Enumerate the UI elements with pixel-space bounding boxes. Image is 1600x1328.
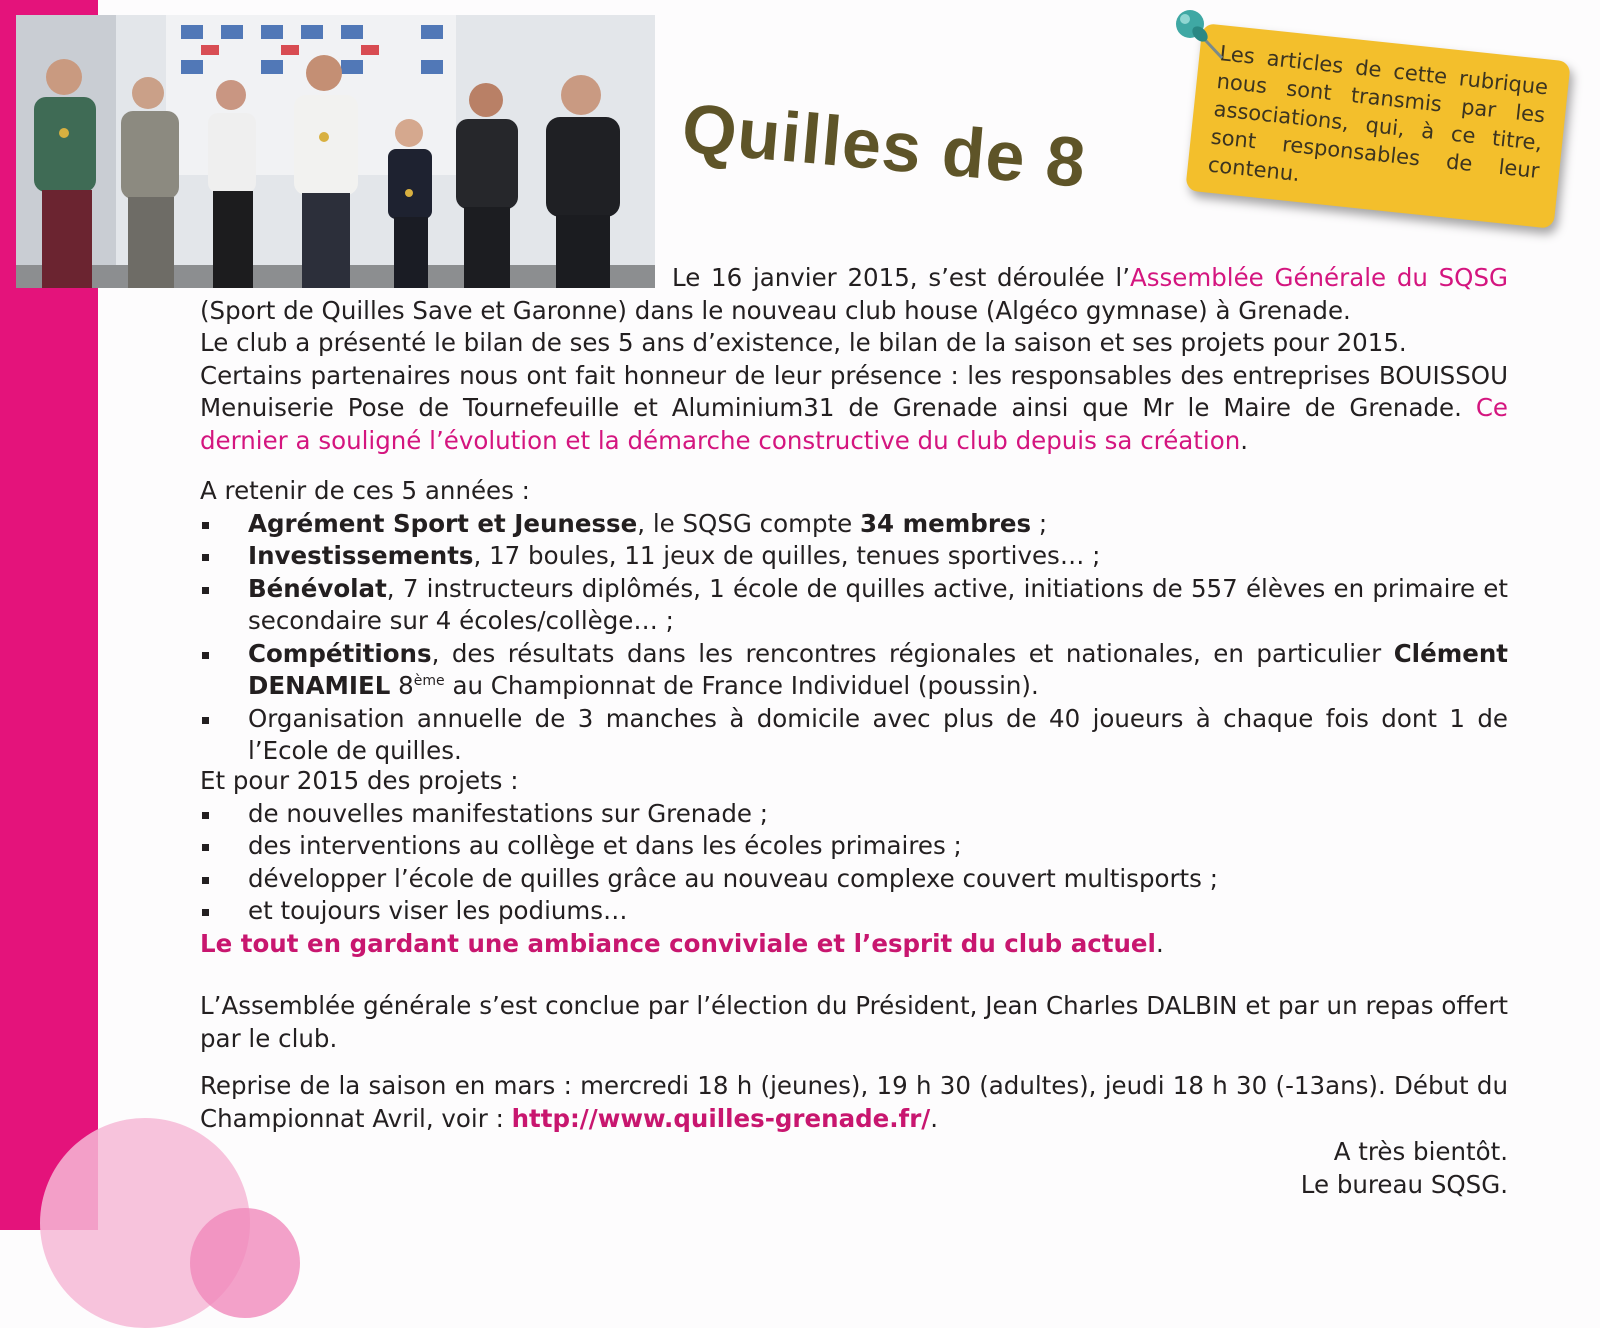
- item-bold: Bénévolat: [248, 573, 387, 603]
- decor-circle-small: [190, 1208, 300, 1318]
- intro-rest: (Sport de Quilles Save et Garonne) dans le nouveau club house (Algéco gymnase) à Grenade.: [200, 295, 1351, 325]
- signature-line1: A très bientôt.: [1333, 1137, 1508, 1166]
- retain-heading: A retenir de ces 5 années :: [200, 476, 530, 505]
- projects-section: [200, 765, 1508, 960]
- item-text: , des résultats dans les rencontres régionales et nationales, en particulier: [431, 638, 1394, 668]
- mayor-quote: Ce dernier a souligné l’évolution et la démarche constructive du club depuis sa création: [200, 393, 1508, 455]
- item-text-rank: 8: [390, 671, 414, 700]
- list-item: et toujours viser les podiums…: [200, 895, 1508, 928]
- item-text-end: au Championnat de France Individuel (poussin).: [444, 671, 1039, 700]
- list-item: développer l’école de quilles grâce au nouveau complexe couvert multisports ;: [200, 863, 1508, 896]
- intro-lead: Le 16 janvier 2015, s’est déroulée l’: [672, 263, 1130, 292]
- item-bold: Investissements: [248, 541, 474, 570]
- list-item: [200, 508, 1508, 541]
- disclaimer-note: Les articles de cette rubrique nous sont transmis par les associations, qui, à ce titre, sont responsables de leur contenu.: [1185, 23, 1571, 229]
- list-item: [200, 703, 1508, 768]
- list-item: des interventions au collège et dans les écoles primaires ;: [200, 830, 1508, 863]
- item-text: , 17 boules, 11 jeux de quilles, tenues sportives… ;: [473, 541, 1101, 570]
- team-photo: [16, 15, 655, 288]
- item-text: , le SQSG compte: [637, 508, 860, 538]
- closing-statement: Le tout en gardant une ambiance conviviale et l’esprit du club actuel: [200, 928, 1156, 958]
- retain-section: [200, 475, 1508, 768]
- election-paragraph: L’Assemblée générale s’est conclue par l’élection du Président, Jean Charles DALBIN et par un repas offert par le club.: [200, 991, 1508, 1053]
- list-item: [200, 573, 1508, 638]
- item-text: Organisation annuelle de 3 manches à domicile avec plus de 40 joueurs à chaque fois dont 1 de l’Ecole de quilles.: [248, 703, 1508, 765]
- projects-list: [200, 798, 1508, 928]
- club-website-link[interactable]: http://www.quilles-grenade.fr/: [511, 1103, 931, 1133]
- intro-period: .: [1240, 425, 1249, 455]
- season-paragraph: [200, 1070, 1508, 1135]
- page-title: Quilles de 8: [679, 88, 1090, 202]
- signature-line2: Le bureau SQSG.: [1300, 1169, 1508, 1199]
- item-text: , 7 instructeurs diplômés, 1 école de quilles active, initiations de 557 élèves en primaire et secondaire sur 4 écoles/collège… ;: [248, 573, 1508, 635]
- season-period: .: [930, 1103, 939, 1133]
- assembly-name: Assemblée Générale du SQSG: [1130, 263, 1508, 292]
- item-bold-name: Clément DENAMIEL: [248, 638, 1508, 700]
- partners-text: Certains partenaires nous ont fait honneur de leur présence : les responsables des entreprises BOUISSOU Menuiserie Pose de Tournefeuille et Aluminium31 de Grenade ainsi que Mr le Maire de Grenade.: [200, 360, 1508, 422]
- list-item: [200, 638, 1508, 703]
- intro-line2: Le club a présenté le bilan de ses 5 ans d’existence, le bilan de la saison et ses projets pour 2015.: [200, 328, 1407, 357]
- item-bold: Compétitions: [248, 638, 432, 668]
- retain-list: [200, 508, 1508, 768]
- projects-heading: Et pour 2015 des projets :: [200, 766, 519, 795]
- season-text: Reprise de la saison en mars : mercredi 18 h (jeunes), 19 h 30 (adultes), jeudi 18 h 30 (-13ans). Début du Championnat Avril, voir :: [200, 1071, 1508, 1133]
- intro-paragraph: [200, 262, 1508, 457]
- item-text-end: ;: [1031, 508, 1048, 538]
- signature: [200, 1136, 1508, 1201]
- item-sup: ème: [413, 672, 445, 689]
- list-item: de nouvelles manifestations sur Grenade ;: [200, 798, 1508, 831]
- item-bold: Agrément Sport et Jeunesse: [248, 508, 638, 538]
- list-item: [200, 540, 1508, 573]
- closing-period: .: [1155, 928, 1164, 958]
- item-bold-count: 34 membres: [860, 508, 1032, 538]
- pushpin-icon: [1170, 4, 1232, 66]
